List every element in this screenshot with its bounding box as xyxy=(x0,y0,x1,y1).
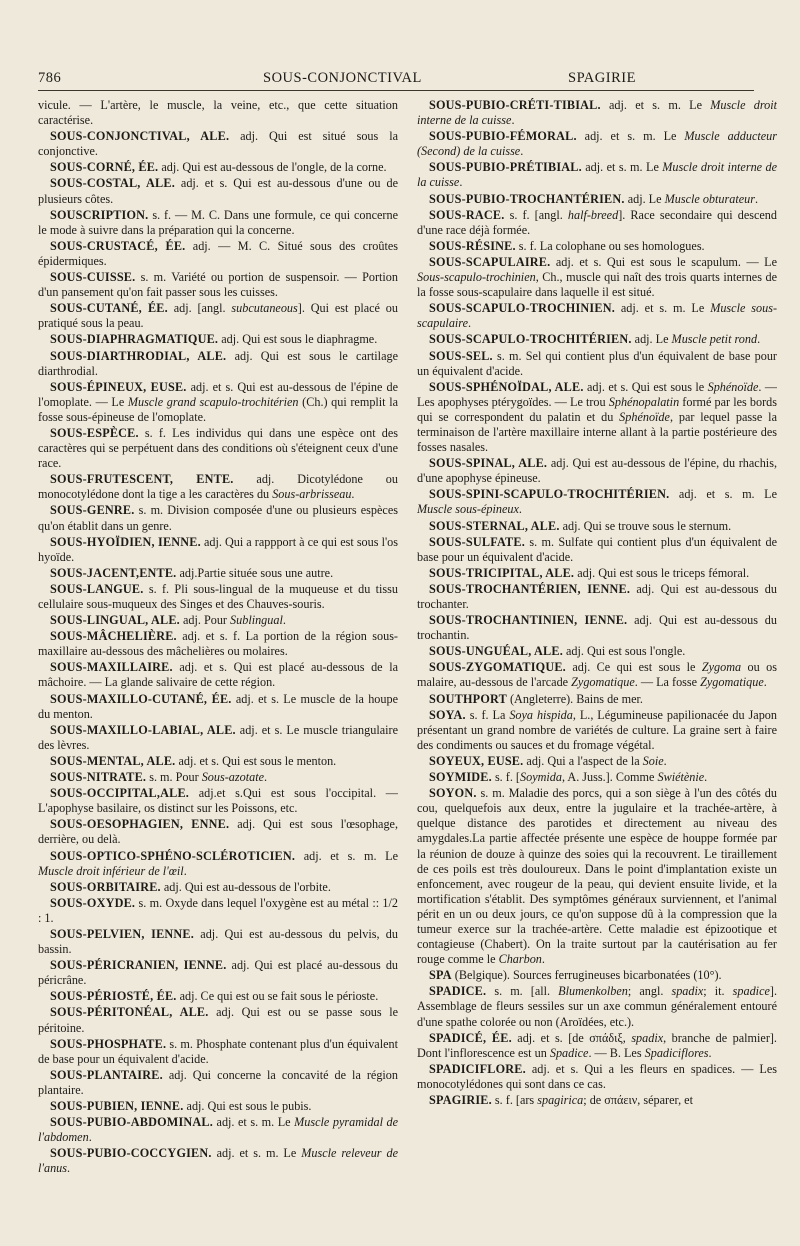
entry-text: adj. Qui est sous le cartilage diarthrodial. xyxy=(38,348,398,378)
left-column xyxy=(38,98,398,1213)
entry-text: . xyxy=(511,113,515,128)
dictionary-entry xyxy=(417,660,777,690)
dictionary-entry xyxy=(417,692,777,707)
entry-text: adj. et s. Qui est sous le menton. xyxy=(175,753,337,768)
entry-text: . xyxy=(708,1045,712,1060)
right-running-head: SPAGIRIE xyxy=(568,70,636,86)
entry-headword: SOUS-PÉRIOSTÉ, ÉE. xyxy=(50,989,177,1004)
entry-headword: SOUS-PELVIEN, IENNE. xyxy=(50,926,194,941)
entry-text: . — La fosse xyxy=(634,675,701,690)
entry-italic-text: Muscle obturateur xyxy=(664,191,755,206)
entry-headword: SOUS-MENTAL, ALE. xyxy=(50,753,176,768)
entry-italic-text: Soie xyxy=(642,753,664,768)
entry-text: adj. Qui se trouve sous le sternum. xyxy=(559,518,732,533)
entry-headword: SPADICIFLORE. xyxy=(429,1061,526,1076)
entry-text: s. m. Pour xyxy=(146,770,202,785)
dictionary-entry xyxy=(38,817,398,847)
entry-headword: SOUS-ESPÈCE. xyxy=(50,425,139,440)
entry-text: s. m. Division composée d'une ou plusieurs espèces qu'on établit dans un genre. xyxy=(38,503,398,533)
dictionary-entry xyxy=(417,129,777,159)
entry-text: s. f. Les individus qui dans une espèce ont des caractères qui se perpétuent dans des conditions où s'éteignent ceux d'une race. xyxy=(38,425,398,471)
entry-italic-text: Spadice xyxy=(549,1045,589,1060)
entry-text: (Belgique). Sources ferrugineuses bicarbonatées (10°). xyxy=(451,968,722,983)
entry-text: s. m. Maladie des porcs, qui a son siège à l'un des côtés du cou, quelquefois aux deux, entre la jugulaire et la trachée-artère, à quelque distance des parotides et directement au niveau des amygdales.La partie affectée présente une espèce de houppe formée par la réunion de douze à quinze des soies qui la recouvrent. Le tiraillement de ces poils est très douloureux. Dans le point d'implantation existe un enfoncement, avec rougeur de la peau, qui devient ensuite livide, et la mortification s'établit. Des symptômes généraux surviennent, et l'animal périt en un ou deux jours, ce qu'on suppose dû à la compression que la tumeur exerce sur la trachée-artère. Cette maladie est épizootique et contagieuse (Chabert). On la traite surtout par la cautérisation au fer rouge comme le xyxy=(417,786,777,967)
entry-text: adj. et s. Qui est placé au-dessous de la mâchoire. — La glande salivaire de cette région. xyxy=(38,660,398,690)
dictionary-entry xyxy=(417,754,777,769)
entry-text: formé par les bords qui se correspondent du palatin et du xyxy=(417,394,777,424)
entry-italic-text: Zygoma xyxy=(701,660,742,675)
entry-headword: SOUS-CONJONCTIVAL, ALE. xyxy=(50,129,230,144)
entry-text: adj. Qui est sous le pubis. xyxy=(183,1099,312,1113)
entry-text: ; it. xyxy=(703,984,733,999)
entry-headword: SOUS-NITRATE. xyxy=(50,770,147,785)
header-rule xyxy=(38,90,754,91)
entry-headword: SOUTHPORT xyxy=(429,691,507,706)
entry-text: . xyxy=(67,1161,71,1176)
entry-text: , Ch., muscle qui naît des trois quarts internes de la fosse sous-scapulaire dans laquelle il est situé. xyxy=(417,270,777,300)
entry-italic-text: Muscle petit rond xyxy=(671,332,758,347)
entry-text: adj. Qui est au-dessous de l'orbite. xyxy=(160,879,331,894)
entry-headword: SOUS-PLANTAIRE. xyxy=(50,1067,163,1082)
entry-text: adj. Qui est au-dessous du pelvis, du bassin. xyxy=(38,926,398,957)
entry-italic-text: Zygomatique xyxy=(571,675,635,690)
entry-text: adj. et s. Qui a les fleurs en spadices. — Les monocotylédones qui sont dans ce cas. xyxy=(417,1061,777,1091)
dictionary-entry xyxy=(38,1099,398,1114)
entry-text: vicule. — L'artère, le muscle, la veine, etc., que cette situation caractérise. xyxy=(38,98,398,128)
entry-text: adj. Ce qui est ou se fait sous le périoste. xyxy=(176,989,379,1004)
entry-italic-text: Muscle pyramidal de l'abdomen xyxy=(38,1115,398,1145)
dictionary-entry xyxy=(38,472,398,502)
entry-headword: SOUS-HYOÏDIEN, IENNE. xyxy=(50,534,201,549)
entry-headword: SOUS-MAXILLO-LABIAL, ALE. xyxy=(50,722,236,737)
entry-text: adj. Qui est ou se passe sous le péritoine. xyxy=(38,1005,398,1035)
entry-headword: SOUS-ORBITAIRE. xyxy=(50,879,161,894)
dictionary-entry xyxy=(417,708,777,753)
entry-headword: SOUS-PUBIEN, IENNE. xyxy=(50,1099,184,1113)
dictionary-entry xyxy=(417,192,777,207)
entry-headword: SOUS-ÉPINEUX, EUSE. xyxy=(50,379,187,394)
entry-text: ; angl. xyxy=(627,984,672,999)
entry-italic-text: spagirica xyxy=(537,1093,584,1107)
entry-text: adj. Qui est sous l'ongle. xyxy=(562,644,686,659)
entry-italic-text: Soymida xyxy=(520,770,562,785)
entry-text: adj. Le xyxy=(631,332,672,347)
entry-headword: SOUS-TROCHANTINIEN, IENNE. xyxy=(429,613,628,628)
dictionary-entry xyxy=(38,723,398,753)
entry-italic-text: Muscle droit interne de la cuisse xyxy=(417,98,777,128)
dictionary-entry xyxy=(38,958,398,988)
entry-text: ]. Qui est placé ou pratiqué sous la peau. xyxy=(38,301,398,331)
left-running-head: SOUS-CONJONCTIVAL xyxy=(263,70,422,86)
entry-headword: SOUS-STERNAL, ALE. xyxy=(429,518,560,533)
dictionary-entry xyxy=(38,301,398,331)
entry-text: , L., Légumineuse papilionacée du Japon présentant un grand nombre de variétés de culture. La graine sert à faire des condiments ou sauces et du fromage végétal. xyxy=(417,707,777,752)
dictionary-entry xyxy=(417,487,777,517)
dictionary-entry xyxy=(38,849,398,879)
entry-text: adj. Qui est situé sous la conjonctive. xyxy=(38,129,398,159)
entry-headword: SOUS-RÉSINE. xyxy=(429,238,516,253)
entry-text: . xyxy=(520,144,524,159)
entry-headword: SOUS-PÉRITONÉAL, ALE. xyxy=(50,1005,209,1020)
entry-headword: SOUS-PUBIO-ABDOMINAL. xyxy=(50,1115,213,1130)
entry-headword: SOUS-LANGUE. xyxy=(50,581,144,596)
entry-text: , par lequel passe la terminaison de l'artère maxillaire interne allant à la partie postérieure des fosses nasales. xyxy=(417,409,777,455)
entry-headword: SOUS-PUBIO-COCCYGIEN. xyxy=(50,1146,212,1161)
entry-headword: SOUS-PHOSPHATE. xyxy=(50,1036,167,1051)
entry-headword: SOUS-OXYDE. xyxy=(50,895,136,910)
entry-headword: SOUS-RACE. xyxy=(429,207,505,222)
entry-headword: SOUS-LINGUAL, ALE. xyxy=(50,613,180,628)
entry-text: adj. et s. Qui est sous le xyxy=(583,379,708,394)
entry-headword: SOUS-SCAPULAIRE. xyxy=(429,254,551,269)
entry-italic-text: subcutaneous xyxy=(231,301,298,316)
entry-italic-text: Charbon xyxy=(498,952,542,967)
entry-text: . xyxy=(757,332,761,347)
entry-text: adj. Qui est sous l'œsophage, derrière, ou delà. xyxy=(38,817,398,847)
dictionary-entry xyxy=(417,984,777,1029)
dictionary-entry xyxy=(38,1037,398,1067)
entry-headword: SOUS-ZYGOMATIQUE. xyxy=(429,660,566,675)
entry-text: s. f. Pli sous-lingual de la muqueuse et du tissu cellulaire sous-muqueux des Singes et des Chauves-souris. xyxy=(38,581,398,611)
dictionary-entry xyxy=(38,1115,398,1145)
entry-text: s. f. [angl. xyxy=(504,207,568,222)
entry-headword: SOUS-DIARTHRODIAL, ALE. xyxy=(50,348,227,363)
dictionary-entry xyxy=(38,754,398,769)
dictionary-entry xyxy=(417,160,777,190)
entry-headword: SOUS-SPINI-SCAPULO-TROCHITÉRIEN. xyxy=(429,487,670,502)
entry-text: adj. et s. m. Le xyxy=(295,848,398,863)
entry-headword: SOUS-TROCHANTÉRIEN, IENNE. xyxy=(429,581,631,596)
entry-text: . xyxy=(663,753,667,768)
entry-headword: SOUS-SEL. xyxy=(429,348,493,363)
entry-text: adj. et s. m. Le xyxy=(581,160,663,175)
entry-headword: SOUS-MAXILLO-CUTANÉ, ÉE. xyxy=(50,691,232,706)
dictionary-entry xyxy=(417,208,777,238)
entry-headword: SOUS-MÂCHELIÈRE. xyxy=(50,629,177,644)
entry-headword: SOUS-JACENT,ENTE. xyxy=(50,565,177,580)
entry-italic-text: Sphénoïde xyxy=(707,379,759,394)
entry-text: adj. — M. C. Situé sous des croûtes épidermiques. xyxy=(38,238,398,268)
entry-headword: SOUS-SCAPULO-TROCHINIEN. xyxy=(429,301,615,316)
entry-text: adj. Qui a l'aspect de la xyxy=(523,753,643,768)
entry-text: adj. [angl. xyxy=(167,301,232,316)
entry-text: adj. et s. m. Le xyxy=(669,487,777,502)
entry-text: ]. Race secondaire qui descend d'une race déjà formée. xyxy=(417,207,777,237)
entry-text: adj. et s. f. La portion de la région sous-maxillaire au-dessous des mâchelières ou molaires. xyxy=(38,629,398,659)
entry-italic-text: Muscle sous-scapulaire xyxy=(417,301,777,331)
entry-headword: SOUS-COSTAL, ALE. xyxy=(50,176,175,191)
dictionary-entry xyxy=(417,968,777,983)
entry-headword: SOUS-CRUSTACÉ, ÉE. xyxy=(50,238,186,253)
entry-headword: SOYEUX, EUSE. xyxy=(429,753,524,768)
entry-text: adj. Qui est placé au-dessous du péricrâne. xyxy=(38,958,398,988)
entry-headword: SOYA. xyxy=(429,707,466,722)
entry-text: , A. Juss.]. Comme xyxy=(561,770,658,785)
dictionary-entry xyxy=(417,613,777,643)
dictionary-entry xyxy=(38,896,398,926)
entry-text: adj. Qui est au-dessous de l'ongle, de la corne. xyxy=(158,160,387,175)
entry-headword: SPADICE. xyxy=(429,984,487,999)
entry-italic-text: Swiétènie xyxy=(657,770,705,785)
entry-text: adj. Qui est au-dessous de l'épine, du rhachis, d'une apophyse épineuse. xyxy=(417,456,777,486)
entry-italic-text: Blumenkolben xyxy=(558,984,628,999)
dictionary-entry xyxy=(417,535,777,565)
entry-text: . xyxy=(264,770,268,785)
dictionary-entry xyxy=(417,98,777,128)
entry-text: s. f. [ars xyxy=(491,1093,538,1107)
entry-italic-text: Sous-azotate xyxy=(201,770,264,785)
entry-text: . — B. Les xyxy=(588,1045,645,1060)
entry-text: . xyxy=(754,191,759,206)
entry-headword: SOUS-PÉRICRANIEN, IENNE. xyxy=(50,958,227,973)
entry-text: adj. et s. Le muscle de la houpe du menton. xyxy=(38,691,398,721)
entry-text: . xyxy=(459,175,463,190)
entry-text: , branche de palmier]. Dont l'inflorescence est un xyxy=(417,1030,777,1060)
entry-text: ; de σπάειν, séparer, et xyxy=(583,1093,693,1107)
entry-text: adj. Le xyxy=(624,191,665,206)
dictionary-entry xyxy=(417,582,777,612)
dictionary-entry xyxy=(38,770,398,785)
entry-text: s. m. Sulfate qui contient plus d'un équivalent de base pour un équivalent d'acide. xyxy=(417,534,777,564)
entry-text: adj. Dicotylédone ou monocotylédone dont la tige a les caractères du xyxy=(38,472,398,502)
entry-text: adj. et s. m. Le xyxy=(600,98,711,112)
entry-headword: SOUS-GENRE. xyxy=(50,503,135,518)
entry-headword: SOUS-MAXILLAIRE. xyxy=(50,660,173,675)
dictionary-entry xyxy=(38,660,398,690)
entry-headword: SOUS-TRICIPITAL, ALE. xyxy=(429,565,575,580)
entry-headword: SOYON. xyxy=(429,786,477,801)
dictionary-entry xyxy=(38,426,398,471)
entry-text: ]. Assemblage de fleurs sessiles sur un axe commun généralement entouré d'une spathe colorée ou non (Aroïdées, etc.). xyxy=(417,984,777,1029)
dictionary-entry xyxy=(38,270,398,300)
entry-text: s. f. — M. C. Dans une formule, ce qui concerne le mode à suivre dans la préparation qui la concerne. xyxy=(38,207,398,237)
entry-headword: SOUSCRIPTION. xyxy=(50,207,149,222)
entry-text: adj. Qui concerne la concavité de la région plantaire. xyxy=(38,1067,398,1097)
entry-italic-text: Sous-scapulo-trochinien xyxy=(417,270,536,285)
entry-headword: SOUS-CUISSE. xyxy=(50,270,136,285)
entry-text: adj.Partie située sous une autre. xyxy=(176,565,334,580)
dictionary-entry xyxy=(38,503,398,533)
entry-headword: SOUS-UNGUÉAL, ALE. xyxy=(429,644,563,659)
entry-text: adj. Qui est au-dessous du trochanter. xyxy=(417,581,777,611)
entry-text: s. m. Phosphate contenant plus d'un équivalent de base pour un équivalent d'acide. xyxy=(38,1036,398,1066)
dictionary-entry xyxy=(417,644,777,659)
dictionary-entry xyxy=(38,786,398,816)
entry-headword: SOUS-FRUTESCENT, ENTE. xyxy=(50,472,234,487)
dictionary-entry xyxy=(38,989,398,1004)
dictionary-entry xyxy=(38,535,398,565)
entry-italic-text: Muscle grand scapulo-trochitérien xyxy=(127,394,299,409)
entry-italic-text: Sphénoïde xyxy=(619,409,670,424)
dictionary-entry xyxy=(38,208,398,238)
dictionary-entry xyxy=(38,566,398,581)
entry-headword: SOUS-PUBIO-CRÉTI-TIBIAL. xyxy=(429,98,601,112)
dictionary-entry xyxy=(38,239,398,269)
entry-text: adj. et s. Qui est au-dessous d'une ou de plusieurs côtes. xyxy=(38,176,398,206)
dictionary-entry xyxy=(417,566,777,581)
dictionary-entry xyxy=(38,332,398,347)
dictionary-entry xyxy=(38,613,398,628)
entry-italic-text: spadice xyxy=(732,984,770,999)
entry-italic-text: half-breed xyxy=(567,207,619,222)
dictionary-entry xyxy=(417,332,777,347)
dictionary-entry xyxy=(417,519,777,534)
entry-text: adj. Qui est sous le triceps fémoral. xyxy=(574,565,750,580)
dictionary-entry xyxy=(38,160,398,175)
entry-headword: SPAGIRIE. xyxy=(429,1093,492,1107)
entry-headword: SOUS-SPHÉNOÏDAL, ALE. xyxy=(429,379,584,394)
entry-text: s. m. Sel qui contient plus d'un équivalent de base pour un équivalent d'acide. xyxy=(417,348,777,378)
entry-text: s. f. [ xyxy=(491,770,520,785)
dictionary-entry xyxy=(38,1005,398,1035)
entry-text: adj. Ce qui est sous le xyxy=(565,660,702,675)
entry-text: adj. Qui est au-dessous du trochantin. xyxy=(417,613,777,643)
entry-headword: SOUS-DIAPHRAGMATIQUE. xyxy=(50,332,219,347)
dictionary-entry xyxy=(417,239,777,254)
dictionary-entry xyxy=(38,582,398,612)
dictionary-entry xyxy=(38,129,398,159)
entry-text: s. f. La colophane ou ses homologues. xyxy=(515,238,705,253)
entry-text: . xyxy=(183,863,187,878)
entry-text: s. m. [all. xyxy=(486,984,559,999)
dictionary-entry xyxy=(38,349,398,379)
dictionary-entry xyxy=(417,380,777,455)
entry-text: . xyxy=(282,613,286,628)
entry-italic-text: Zygomatique xyxy=(700,675,764,690)
entry-text: adj. et s. m. Le xyxy=(614,301,711,316)
entry-text: adj. et s. Le muscle triangulaire des lèvres. xyxy=(38,722,398,752)
entry-italic-text: Sublingual xyxy=(230,613,283,628)
entry-text: adj. et s. m. Le xyxy=(576,129,685,144)
entry-headword: SOYMIDE. xyxy=(429,770,492,785)
entry-headword: SOUS-SULFATE. xyxy=(429,534,525,549)
dictionary-entry xyxy=(417,1093,777,1108)
entry-italic-text: Spadiciflores xyxy=(644,1045,709,1060)
entry-text: adj.et s.Qui est sous l'occipital. — L'apophyse basilaire, os distinct sur les Poissons, etc. xyxy=(38,786,398,816)
entry-text: . xyxy=(763,675,767,690)
entry-italic-text: Soya hispida xyxy=(509,707,573,722)
dictionary-entry xyxy=(417,349,777,379)
entry-text: . xyxy=(704,770,708,785)
dictionary-entry xyxy=(38,98,398,128)
entry-italic-text: Muscle adducteur (Second) de la cuisse xyxy=(417,129,777,159)
entry-text: (Angleterre). Bains de mer. xyxy=(506,691,643,706)
dictionary-entry xyxy=(38,880,398,895)
dictionary-entry xyxy=(38,1146,398,1176)
entry-italic-text: spadix xyxy=(671,984,704,999)
entry-text: . xyxy=(518,502,522,517)
entry-text: ou os malaire, au-dessous de l'arcade xyxy=(417,660,777,690)
entry-headword: SOUS-OESOPHAGIEN, ENNE. xyxy=(50,817,230,832)
right-column xyxy=(417,98,777,1213)
entry-headword: SOUS-OPTICO-SPHÉNO-SCLÉROTICIEN. xyxy=(50,848,296,863)
entry-italic-text: Muscle sous-épineux xyxy=(417,502,519,517)
entry-text: . xyxy=(88,1130,92,1145)
entry-text: . xyxy=(541,952,545,967)
dictionary-entry xyxy=(38,629,398,659)
entry-text: . — Les apophyses ptérygoïdes. — Le trou xyxy=(417,379,777,409)
dictionary-entry xyxy=(417,786,777,967)
entry-headword: SOUS-PUBIO-FÉMORAL. xyxy=(429,129,577,144)
dictionary-entry xyxy=(417,255,777,300)
dictionary-entry xyxy=(38,692,398,722)
entry-text: adj. Qui a rappport à ce qui est sous l'os hyoïde. xyxy=(38,534,398,564)
entry-italic-text: Muscle releveur de l'anus xyxy=(38,1146,398,1176)
entry-headword: SOUS-CORNÉ, ÉE. xyxy=(50,160,159,175)
dictionary-entry xyxy=(417,1062,777,1092)
dictionary-entry xyxy=(417,770,777,785)
entry-headword: SOUS-SPINAL, ALE. xyxy=(429,456,548,471)
entry-text: s. f. La xyxy=(465,707,510,722)
entry-italic-text: spadix xyxy=(631,1030,664,1045)
dictionary-entry xyxy=(417,456,777,486)
entry-text: adj. et s. Qui est sous le scapulum. — Le xyxy=(550,254,777,269)
entry-text: adj. et s. m. Le xyxy=(213,1115,295,1130)
entry-headword: SOUS-CUTANÉ, ÉE. xyxy=(50,301,168,316)
dictionary-entry xyxy=(38,927,398,957)
entry-text: s. m. Variété ou portion de suspensoir. — Portion d'un pansement qu'on fait passer sous les cuisses. xyxy=(38,270,398,300)
entry-text: adj. et s. Qui est au-dessous de l'épine de l'omoplate. — Le xyxy=(38,379,398,409)
entry-headword: SOUS-PUBIO-TROCHANTÉRIEN. xyxy=(429,191,625,206)
entry-text: s. m. Oxyde dans lequel l'oxygène est au métal :: 1/2 : 1. xyxy=(38,895,398,925)
entry-headword: SOUS-SCAPULO-TROCHITÉRIEN. xyxy=(429,332,632,347)
entry-italic-text: Sphénopalatin xyxy=(608,394,680,409)
entry-italic-text: Muscle droit inférieur de l'œil xyxy=(38,863,184,878)
page-number: 786 xyxy=(38,70,62,86)
entry-text: adj. Qui est sous le diaphragme. xyxy=(218,332,378,347)
entry-headword: SOUS-OCCIPITAL,ALE. xyxy=(50,786,190,801)
dictionary-entry xyxy=(417,301,777,331)
entry-text: . xyxy=(468,316,472,331)
entry-text: (Ch.) qui remplit la fosse sous-épineuse de l'omoplate. xyxy=(38,394,398,424)
entry-headword: SPADICÉ, ÉE. xyxy=(429,1030,512,1045)
entry-italic-text: Muscle droit interne de la cuisse xyxy=(417,160,777,190)
entry-text: adj. Pour xyxy=(179,613,231,628)
dictionary-entry xyxy=(417,1031,777,1061)
dictionary-entry xyxy=(38,1068,398,1098)
entry-headword: SPA xyxy=(429,968,452,983)
entry-text: adj. et s. m. Le xyxy=(211,1146,302,1161)
dictionary-entry xyxy=(38,176,398,206)
entry-headword: SOUS-PUBIO-PRÉTIBIAL. xyxy=(429,160,582,175)
entry-text: adj. et s. [de σπάδιξ, xyxy=(511,1030,632,1045)
entry-italic-text: Sous-arbrisseau xyxy=(272,487,352,502)
dictionary-entry xyxy=(38,380,398,425)
entry-text: . xyxy=(351,487,355,502)
